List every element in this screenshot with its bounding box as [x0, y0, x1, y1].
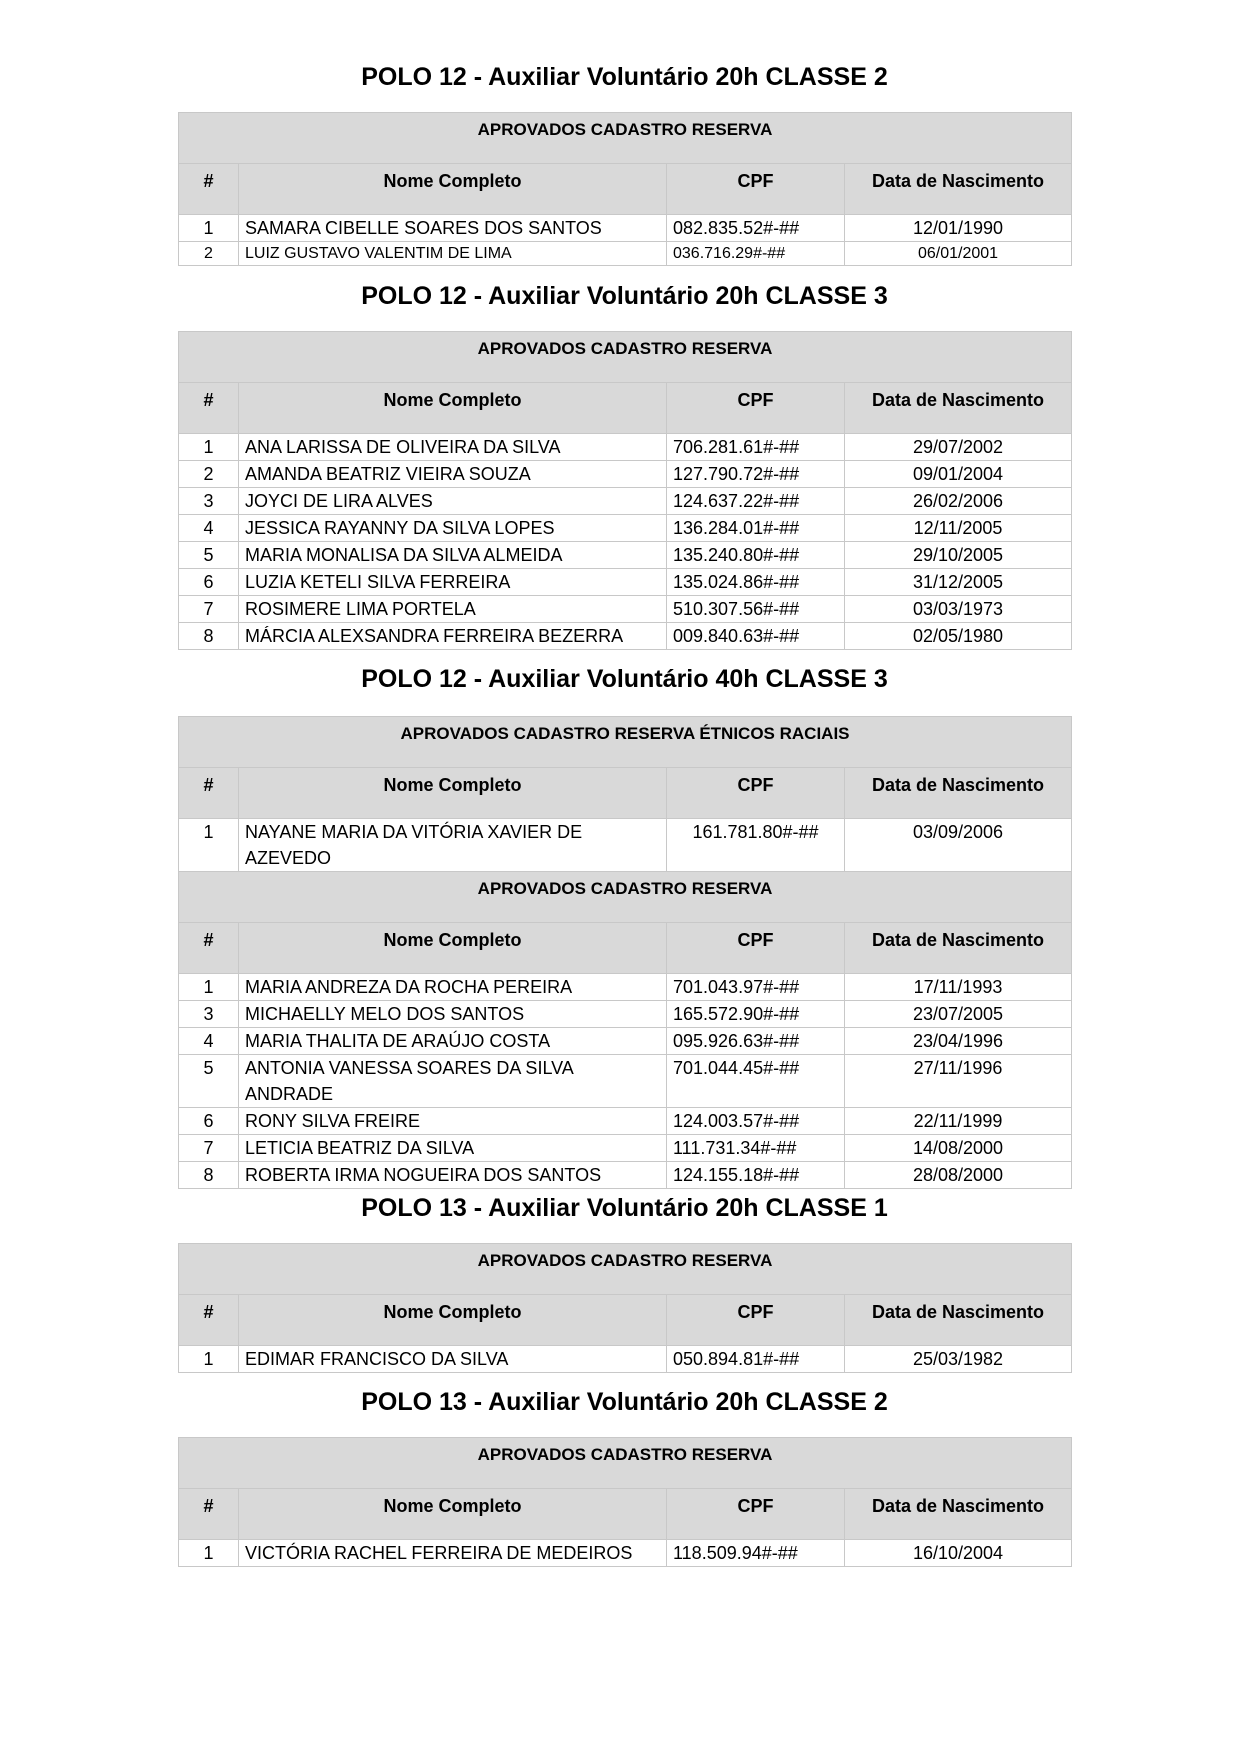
cell-name: MARIA THALITA DE ARAÚJO COSTA — [239, 1028, 667, 1055]
cell-number: 8 — [179, 1162, 239, 1189]
column-header-number: # — [179, 1295, 239, 1346]
cell-birthdate: 23/07/2005 — [845, 1001, 1072, 1028]
table-band-title: APROVADOS CADASTRO RESERVA — [179, 1438, 1072, 1489]
cell-birthdate: 16/10/2004 — [845, 1540, 1072, 1567]
results-table — [178, 331, 1072, 650]
cell-number: 1 — [179, 215, 239, 242]
section-title: POLO 12 - Auxiliar Voluntário 20h CLASSE 3 — [361, 282, 888, 310]
cell-name: MARIA ANDREZA DA ROCHA PEREIRA — [239, 974, 667, 1001]
results-table — [178, 1243, 1072, 1373]
cell-birthdate: 12/11/2005 — [845, 515, 1072, 542]
column-header-cpf: CPF — [667, 923, 845, 974]
cell-name: RONY SILVA FREIRE — [239, 1108, 667, 1135]
column-header-birthdate: Data de Nascimento — [845, 1295, 1072, 1346]
cell-cpf: 701.044.45#-## — [667, 1055, 845, 1108]
table-band-title: APROVADOS CADASTRO RESERVA — [179, 1244, 1072, 1295]
cell-cpf: 111.731.34#-## — [667, 1135, 845, 1162]
cell-number: 1 — [179, 1346, 239, 1373]
column-header-cpf: CPF — [667, 1295, 845, 1346]
section-title: POLO 13 - Auxiliar Voluntário 20h CLASSE 2 — [361, 1388, 888, 1416]
cell-birthdate: 22/11/1999 — [845, 1108, 1072, 1135]
table-band-title: APROVADOS CADASTRO RESERVA — [179, 113, 1072, 164]
column-header-name: Nome Completo — [239, 768, 667, 819]
cell-number: 2 — [179, 242, 239, 266]
cell-cpf: 124.155.18#-## — [667, 1162, 845, 1189]
cell-number: 5 — [179, 1055, 239, 1108]
table-band-title: APROVADOS CADASTRO RESERVA ÉTNICOS RACIAIS — [179, 717, 1072, 768]
cell-name: NAYANE MARIA DA VITÓRIA XAVIER DE AZEVEDO — [239, 819, 667, 872]
cell-cpf: 510.307.56#-## — [667, 596, 845, 623]
table-row — [179, 515, 1072, 542]
column-header-name: Nome Completo — [239, 1295, 667, 1346]
cell-birthdate: 03/03/1973 — [845, 596, 1072, 623]
table-row — [179, 1540, 1072, 1567]
table-row — [179, 1028, 1072, 1055]
cell-name: MARIA MONALISA DA SILVA ALMEIDA — [239, 542, 667, 569]
cell-name: EDIMAR FRANCISCO DA SILVA — [239, 1346, 667, 1373]
cell-cpf: 701.043.97#-## — [667, 974, 845, 1001]
cell-cpf: 706.281.61#-## — [667, 434, 845, 461]
column-header-number: # — [179, 923, 239, 974]
cell-number: 1 — [179, 1540, 239, 1567]
cell-cpf: 118.509.94#-## — [667, 1540, 845, 1567]
column-header-birthdate: Data de Nascimento — [845, 383, 1072, 434]
cell-name: MÁRCIA ALEXSANDRA FERREIRA BEZERRA — [239, 623, 667, 650]
table-row — [179, 1055, 1072, 1108]
results-table — [178, 716, 1072, 1189]
cell-birthdate: 29/07/2002 — [845, 434, 1072, 461]
column-header-birthdate: Data de Nascimento — [845, 1489, 1072, 1540]
cell-name: VICTÓRIA RACHEL FERREIRA DE MEDEIROS — [239, 1540, 667, 1567]
cell-name: ANA LARISSA DE OLIVEIRA DA SILVA — [239, 434, 667, 461]
table-band-title: APROVADOS CADASTRO RESERVA — [179, 872, 1072, 923]
table-row — [179, 1108, 1072, 1135]
cell-number: 4 — [179, 1028, 239, 1055]
cell-name: ROSIMERE LIMA PORTELA — [239, 596, 667, 623]
cell-number: 5 — [179, 542, 239, 569]
cell-birthdate: 29/10/2005 — [845, 542, 1072, 569]
section-title: POLO 13 - Auxiliar Voluntário 20h CLASSE 1 — [361, 1194, 888, 1222]
column-header-cpf: CPF — [667, 164, 845, 215]
cell-name: JESSICA RAYANNY DA SILVA LOPES — [239, 515, 667, 542]
table-row — [179, 623, 1072, 650]
cell-birthdate: 23/04/1996 — [845, 1028, 1072, 1055]
table-row — [179, 974, 1072, 1001]
cell-cpf: 050.894.81#-## — [667, 1346, 845, 1373]
cell-birthdate: 12/01/1990 — [845, 215, 1072, 242]
cell-cpf: 082.835.52#-## — [667, 215, 845, 242]
cell-birthdate: 28/08/2000 — [845, 1162, 1072, 1189]
cell-name: SAMARA CIBELLE SOARES DOS SANTOS — [239, 215, 667, 242]
cell-cpf: 165.572.90#-## — [667, 1001, 845, 1028]
table-row — [179, 215, 1072, 242]
cell-name: LUIZ GUSTAVO VALENTIM DE LIMA — [239, 242, 667, 266]
cell-number: 6 — [179, 1108, 239, 1135]
cell-number: 7 — [179, 596, 239, 623]
column-header-birthdate: Data de Nascimento — [845, 768, 1072, 819]
results-table — [178, 1437, 1072, 1567]
cell-number: 3 — [179, 488, 239, 515]
cell-birthdate: 25/03/1982 — [845, 1346, 1072, 1373]
cell-name: ANTONIA VANESSA SOARES DA SILVA ANDRADE — [239, 1055, 667, 1108]
cell-birthdate: 09/01/2004 — [845, 461, 1072, 488]
column-header-name: Nome Completo — [239, 923, 667, 974]
column-header-cpf: CPF — [667, 1489, 845, 1540]
cell-birthdate: 26/02/2006 — [845, 488, 1072, 515]
cell-name: AMANDA BEATRIZ VIEIRA SOUZA — [239, 461, 667, 488]
cell-birthdate: 27/11/1996 — [845, 1055, 1072, 1108]
table-row — [179, 542, 1072, 569]
cell-cpf: 124.637.22#-## — [667, 488, 845, 515]
section-title: POLO 12 - Auxiliar Voluntário 40h CLASSE 3 — [361, 665, 888, 693]
cell-birthdate: 02/05/1980 — [845, 623, 1072, 650]
column-header-number: # — [179, 768, 239, 819]
column-header-cpf: CPF — [667, 383, 845, 434]
cell-cpf: 161.781.80#-## — [667, 819, 845, 872]
column-header-number: # — [179, 164, 239, 215]
column-header-name: Nome Completo — [239, 1489, 667, 1540]
table-row — [179, 569, 1072, 596]
column-header-name: Nome Completo — [239, 164, 667, 215]
cell-number: 1 — [179, 434, 239, 461]
cell-cpf: 009.840.63#-## — [667, 623, 845, 650]
cell-cpf: 124.003.57#-## — [667, 1108, 845, 1135]
cell-number: 2 — [179, 461, 239, 488]
table-row — [179, 1162, 1072, 1189]
column-header-birthdate: Data de Nascimento — [845, 164, 1072, 215]
cell-birthdate: 14/08/2000 — [845, 1135, 1072, 1162]
cell-cpf: 135.024.86#-## — [667, 569, 845, 596]
column-header-name: Nome Completo — [239, 383, 667, 434]
table-row — [179, 434, 1072, 461]
cell-name: LETICIA BEATRIZ DA SILVA — [239, 1135, 667, 1162]
cell-name: MICHAELLY MELO DOS SANTOS — [239, 1001, 667, 1028]
table-band-title: APROVADOS CADASTRO RESERVA — [179, 332, 1072, 383]
cell-birthdate: 31/12/2005 — [845, 569, 1072, 596]
cell-name: LUZIA KETELI SILVA FERREIRA — [239, 569, 667, 596]
section-title: POLO 12 - Auxiliar Voluntário 20h CLASSE 2 — [361, 63, 888, 91]
cell-cpf: 036.716.29#-## — [667, 242, 845, 266]
cell-cpf: 127.790.72#-## — [667, 461, 845, 488]
cell-number: 6 — [179, 569, 239, 596]
cell-cpf: 136.284.01#-## — [667, 515, 845, 542]
results-table — [178, 112, 1072, 266]
cell-cpf: 135.240.80#-## — [667, 542, 845, 569]
cell-number: 8 — [179, 623, 239, 650]
cell-birthdate: 06/01/2001 — [845, 242, 1072, 266]
cell-name: ROBERTA IRMA NOGUEIRA DOS SANTOS — [239, 1162, 667, 1189]
table-row — [179, 596, 1072, 623]
cell-birthdate: 17/11/1993 — [845, 974, 1072, 1001]
column-header-birthdate: Data de Nascimento — [845, 923, 1072, 974]
column-header-cpf: CPF — [667, 768, 845, 819]
column-header-number: # — [179, 1489, 239, 1540]
table-row — [179, 488, 1072, 515]
cell-number: 1 — [179, 974, 239, 1001]
table-row — [179, 819, 1072, 872]
cell-number: 1 — [179, 819, 239, 872]
cell-birthdate: 03/09/2006 — [845, 819, 1072, 872]
column-header-number: # — [179, 383, 239, 434]
table-row — [179, 242, 1072, 266]
table-row — [179, 461, 1072, 488]
cell-name: JOYCI DE LIRA ALVES — [239, 488, 667, 515]
table-row — [179, 1346, 1072, 1373]
cell-number: 7 — [179, 1135, 239, 1162]
table-row — [179, 1001, 1072, 1028]
cell-cpf: 095.926.63#-## — [667, 1028, 845, 1055]
table-row — [179, 1135, 1072, 1162]
cell-number: 4 — [179, 515, 239, 542]
cell-number: 3 — [179, 1001, 239, 1028]
